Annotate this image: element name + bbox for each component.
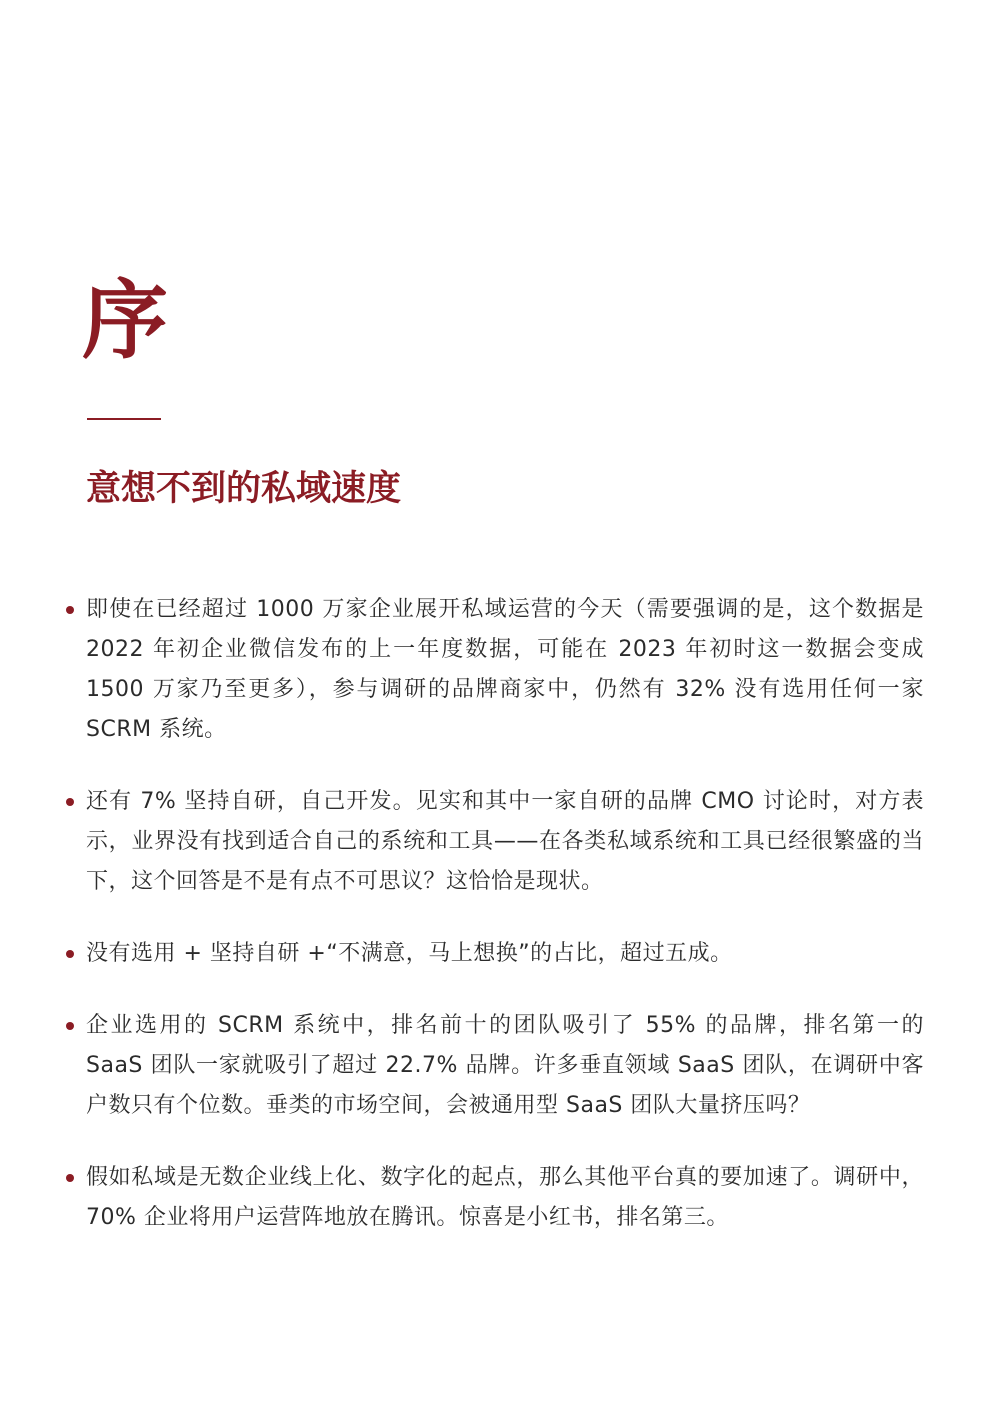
bullet-dot-icon: [66, 606, 74, 614]
bullet-item: [64, 934, 924, 974]
bullet-item: [64, 1158, 924, 1238]
bullet-dot-icon: [66, 950, 74, 958]
bullet-dot-icon: [66, 798, 74, 806]
bullet-text: 即使在已经超过 1000 万家企业展开私域运营的今天（需要强调的是，这个数据是 2022 年初企业微信发布的上一年度数据，可能在 2023 年初时这一数据会变成 1500 万家乃至更多），参与调研的品牌商家中，仍然有 32% 没有选用任何一家 SCRM 系统。: [86, 597, 924, 742]
bullet-text: 没有选用 + 坚持自研 +“不满意，马上想换”的占比，超过五成。: [86, 941, 733, 966]
bullet-item: [64, 590, 924, 750]
bullet-item: [64, 782, 924, 902]
chapter-title: 序: [82, 271, 168, 371]
bullet-item: [64, 1006, 924, 1126]
section-subtitle: 意想不到的私域速度: [86, 469, 402, 509]
bullet-dot-icon: [66, 1174, 74, 1182]
bullet-dot-icon: [66, 1022, 74, 1030]
bullet-text: 企业选用的 SCRM 系统中，排名前十的团队吸引了 55% 的品牌，排名第一的 SaaS 团队一家就吸引了超过 22.7% 品牌。许多垂直领域 SaaS 团队，在调研中客户数只有个位数。垂类的市场空间，会被通用型 SaaS 团队大量挤压吗？: [86, 1013, 924, 1118]
bullet-list: [64, 590, 924, 1238]
bullet-text: 假如私域是无数企业线上化、数字化的起点，那么其他平台真的要加速了。调研中，70% 企业将用户运营阵地放在腾讯。惊喜是小红书，排名第三。: [86, 1165, 924, 1230]
title-divider: [87, 418, 161, 420]
bullet-text: 还有 7% 坚持自研，自己开发。见实和其中一家自研的品牌 CMO 讨论时，对方表示，业界没有找到适合自己的系统和工具——在各类私域系统和工具已经很繁盛的当下，这个回答是不是有点不可思议？这恰恰是现状。: [86, 789, 924, 894]
